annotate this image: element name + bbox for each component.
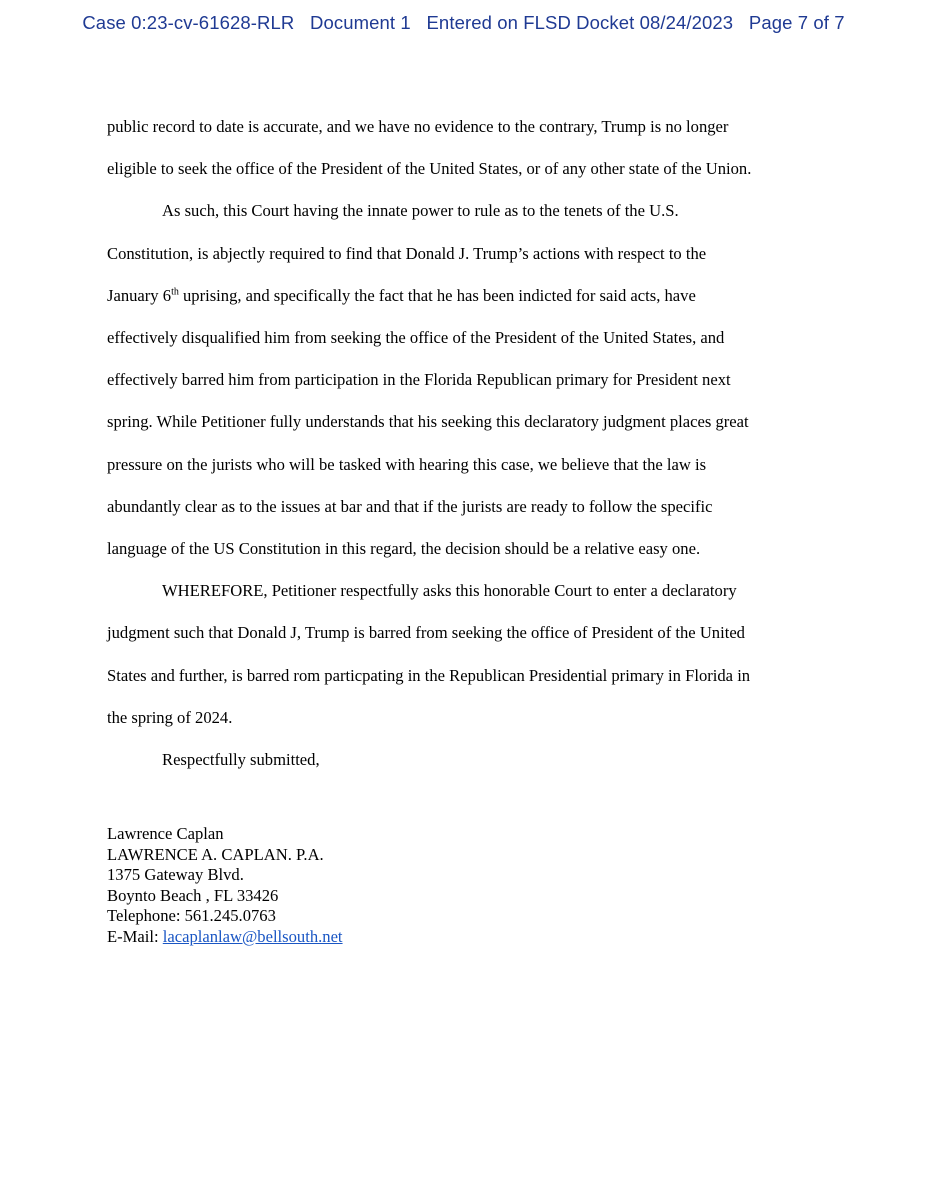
- text-line: pressure on the jurists who will be tasked with hearing this case, we believe that the law is: [107, 454, 707, 474]
- signature-block: [107, 824, 343, 947]
- text-line: effectively disqualified him from seeking the office of the President of the United States, and: [107, 328, 725, 348]
- firm-name: LAWRENCE A. CAPLAN. P.A.: [107, 844, 324, 864]
- text-line: Constitution, is abjectly required to find that Donald J. Trump’s actions with respect to the: [107, 243, 707, 263]
- document-body: [107, 106, 827, 781]
- text-line: judgment such that Donald J, Trump is barred from seeking the office of President of the United: [107, 623, 745, 643]
- email-label: E-Mail:: [107, 926, 163, 946]
- paragraph-1: [107, 106, 827, 190]
- docket-header: Case 0:23-cv-61628-RLR Document 1 Entered on FLSD Docket 08/24/2023 Page 7 of 7: [82, 12, 845, 33]
- text-line: WHEREFORE, Petitioner respectfully asks this honorable Court to enter a declaratory: [162, 581, 737, 601]
- text-line: States and further, is barred rom particpating in the Republican Presidential primary in Florida in: [107, 665, 751, 685]
- text-line: language of the US Constitution in this regard, the decision should be a relative easy one.: [107, 539, 701, 559]
- text-segment: January 6: [107, 285, 172, 305]
- text-segment: uprising, and specifically the fact that he has been indicted for said acts, have: [178, 285, 696, 305]
- street-address: 1375 Gateway Blvd.: [107, 865, 244, 884]
- paragraph-3: [107, 570, 827, 739]
- superscript: th: [171, 286, 179, 298]
- city-state-zip: Boynto Beach , FL 33426: [107, 885, 279, 905]
- paragraph-2: [107, 190, 827, 570]
- text-line: [107, 275, 827, 317]
- attorney-name: Lawrence Caplan: [107, 824, 224, 843]
- text-line: As such, this Court having the innate power to rule as to the tenets of the U.S.: [162, 201, 679, 221]
- text-line: abundantly clear as to the issues at bar and that if the jurists are ready to follow the specific: [107, 496, 713, 516]
- closing-line: Respectfully submitted,: [162, 750, 320, 770]
- text-line: eligible to seek the office of the President of the United States, or of any other state of the Union.: [107, 159, 752, 179]
- closing: [107, 739, 827, 781]
- telephone: Telephone: 561.245.0763: [107, 906, 276, 925]
- text-line: spring. While Petitioner fully understands that his seeking this declaratory judgment places great: [107, 412, 749, 432]
- email-line: [107, 927, 343, 948]
- text-line: public record to date is accurate, and we have no evidence to the contrary, Trump is no longer: [107, 117, 729, 136]
- email-link[interactable]: lacaplanlaw@bellsouth.net: [162, 926, 343, 946]
- text-line: the spring of 2024.: [107, 707, 233, 727]
- text-line: effectively barred him from participation in the Florida Republican primary for President next: [107, 370, 731, 390]
